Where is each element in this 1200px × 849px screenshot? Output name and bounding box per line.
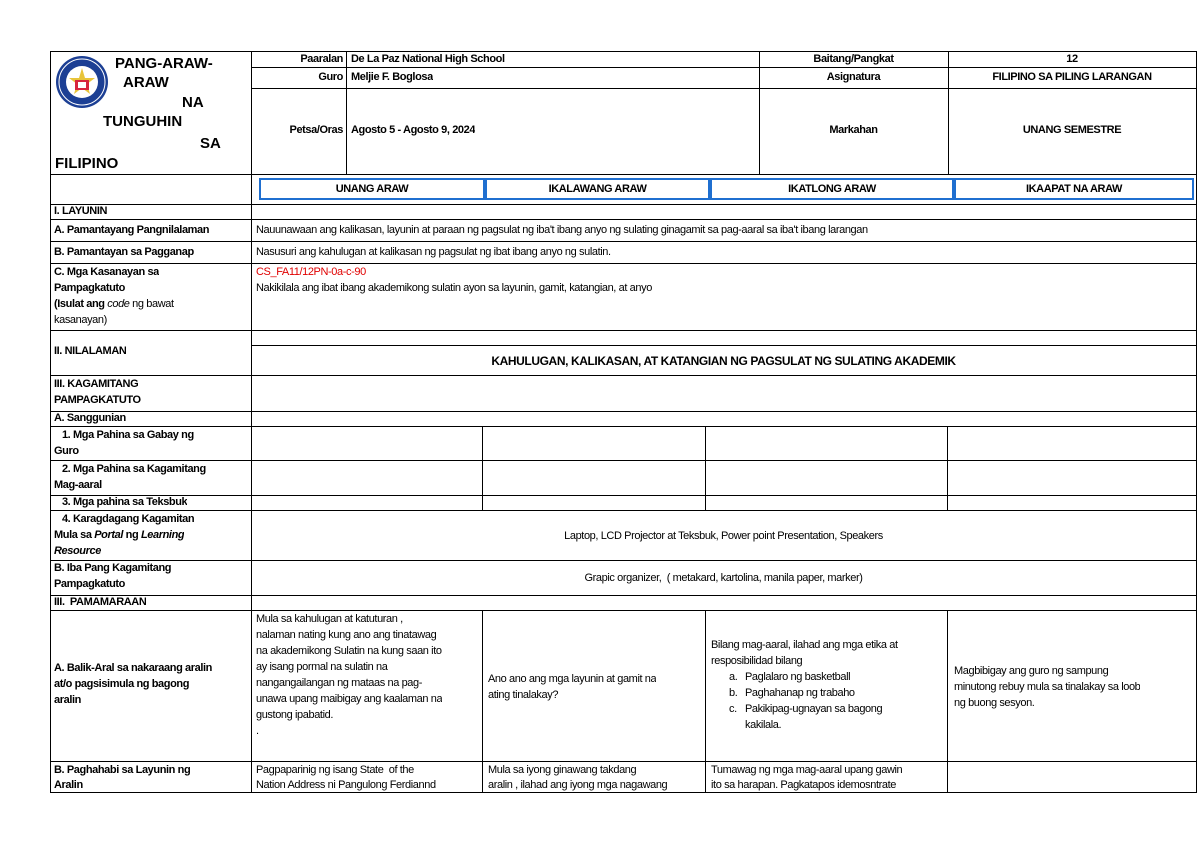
nilalaman-value: KAHULUGAN, KALIKASAN, AT KATANGIAN NG PAGSULAT NG SULATING AKADEMIK [491,355,956,368]
section-kagamitan-2: PAMPAGKATUTO [54,394,141,406]
balik-day3-item-cont: kakilala. [745,719,782,731]
kasanayan-code: CS_FA11/12PN-0a-c-90 [256,266,366,278]
title-line-1: PANG-ARAW- [115,55,213,72]
gabay-label-1: 1. Mga Pahina sa Gabay ng [54,429,194,441]
subject-value: FILIPINO SA PILING LARANGAN [992,71,1152,83]
karagdagan-label-1: 4. Karagdagang Kagamitan [54,513,195,525]
pamantayang-value: Nauunawaan ang kalikasan, layunin at paraan ng pagsulat ng iba't ibang anyo ng sulating ginagamit sa pag-aaral sa iba't ibang larangan [256,224,868,236]
day-header-1: UNANG ARAW [259,178,485,200]
lesson-plan-table [50,51,1197,793]
paghahabi-label-1: B. Paghahabi sa Layunin ng [54,764,191,776]
iba-value: Grapic organizer, ( metakard, kartolina, manila paper, marker) [584,572,863,584]
balik-day1: Mula sa kahulugan at katuturan , nalaman nating kung ano ang tinatawag na akademikong Sulatin na kung saan ito ay isang pormal na sulatin na nangangailangan ng mataas na pag- unawa upang maibigay ang kaalaman na gustong ipabatid. . [256,613,443,737]
kagamitang-label-2: Mag-aaral [54,479,102,491]
day-header-2: IKALAWANG ARAW [485,178,710,200]
section-kagamitan-1: III. KAGAMITANG [54,378,139,390]
balik-day3-item: a. Paglalaro ng basketball [729,671,851,683]
school-value: De La Paz National High School [351,53,505,65]
title-line-2: ARAW [123,74,169,91]
balik-label-2: at/o pagsisimula ng bagong [54,678,190,690]
paghahabi-day3: Tumawag ng mga mag-aaral upang gawin ito sa harapan. Pagkatapos idemosntrate [711,764,903,791]
kasanayan-label-3: (Isulat ang code ng bawat [54,298,174,310]
title-line-5: SA [200,135,221,152]
iba-label-2: Pampagkatuto [54,578,125,590]
teacher-value: Meljie F. Boglosa [351,71,433,83]
kasanayan-label-1: C. Mga Kasanayan sa [54,266,159,278]
section-layunin: I. LAYUNIN [54,205,108,217]
kagamitang-label-1: 2. Mga Pahina sa Kagamitang [54,463,206,475]
title-line-4: TUNGUHIN [103,113,183,130]
paghahabi-day2: Mula sa iyong ginawang takdang aralin , ilahad ang iyong mga nagawang [488,764,668,791]
quarter-label: Markahan [829,124,878,136]
date-value: Agosto 5 - Agosto 9, 2024 [351,124,476,136]
grade-label: Baitang/Pangkat [813,53,894,65]
school-label: Paaralan [300,53,343,65]
sanggunian-label: A. Sanggunian [54,412,126,424]
deped-seal-logo [54,54,110,110]
balik-day3-item: b. Paghahanap ng trabaho [729,687,855,699]
day-header-3: IKATLONG ARAW [710,178,954,200]
karagdagan-label-3: Resource [54,545,101,557]
teacher-label: Guro [318,71,343,83]
pagganap-label: B. Pamantayan sa Pagganap [54,246,194,258]
subject-label: Asignatura [826,71,881,83]
kasanayan-label-4: kasanayan) [54,314,107,326]
quarter-value: UNANG SEMESTRE [1022,124,1122,136]
balik-day3-item: c. Pakikipag-ugnayan sa bagong [729,703,883,715]
day-header-4: IKAAPAT NA ARAW [954,178,1194,200]
grade-value: 12 [1066,53,1078,65]
teksbuk-label: 3. Mga pahina sa Teksbuk [54,496,188,508]
paghahabi-day1: Pagpaparinig ng isang State of the Nation Address ni Pangulong Ferdiannd [256,764,436,791]
title-line-6: FILIPINO [55,155,119,172]
pamantayang-label: A. Pamantayang Pangnilalaman [54,224,210,236]
balik-day2: Ano ano ang mga layunin at gamit na ating tinalakay? [488,673,657,701]
balik-day3: Bilang mag-aaral, ilahad ang mga etika at resposibilidad bilang a. Paglalaro ng basketball b. Paghahanap ng trabaho c. Pakikipag-ugnayan sa bagong kakilala. [711,639,898,731]
pagganap-value: Nasusuri ang kahulugan at kalikasan ng pagsulat ng ibat ibang anyo ng sulatin. [256,246,611,258]
title-line-3: NA [182,94,204,111]
balik-label-1: A. Balik-Aral sa nakaraang aralin [54,662,212,674]
kasanayan-label-2: Pampagkatuto [54,282,125,294]
karagdagan-label-2: Mula sa Portal ng Learning [54,529,185,541]
karagdagan-value: Laptop, LCD Projector at Teksbuk, Power point Presentation, Speakers [564,530,883,542]
balik-day4: Magbibigay ang guro ng sampung minutong rebuy mula sa tinalakay sa loob ng buong sesyon. [954,665,1141,709]
paghahabi-label-2: Aralin [54,779,83,791]
balik-label-3: aralin [54,694,81,706]
gabay-label-2: Guro [54,445,79,457]
iba-label-1: B. Iba Pang Kagamitang [54,562,172,574]
section-pamamaraan: III. PAMAMARAAN [54,596,147,608]
kasanayan-value: Nakikilala ang ibat ibang akademikong sulatin ayon sa layunin, gamit, katangian, at anyo [256,282,652,294]
section-nilalaman: II. NILALAMAN [54,345,127,357]
date-label: Petsa/Oras [289,124,343,136]
